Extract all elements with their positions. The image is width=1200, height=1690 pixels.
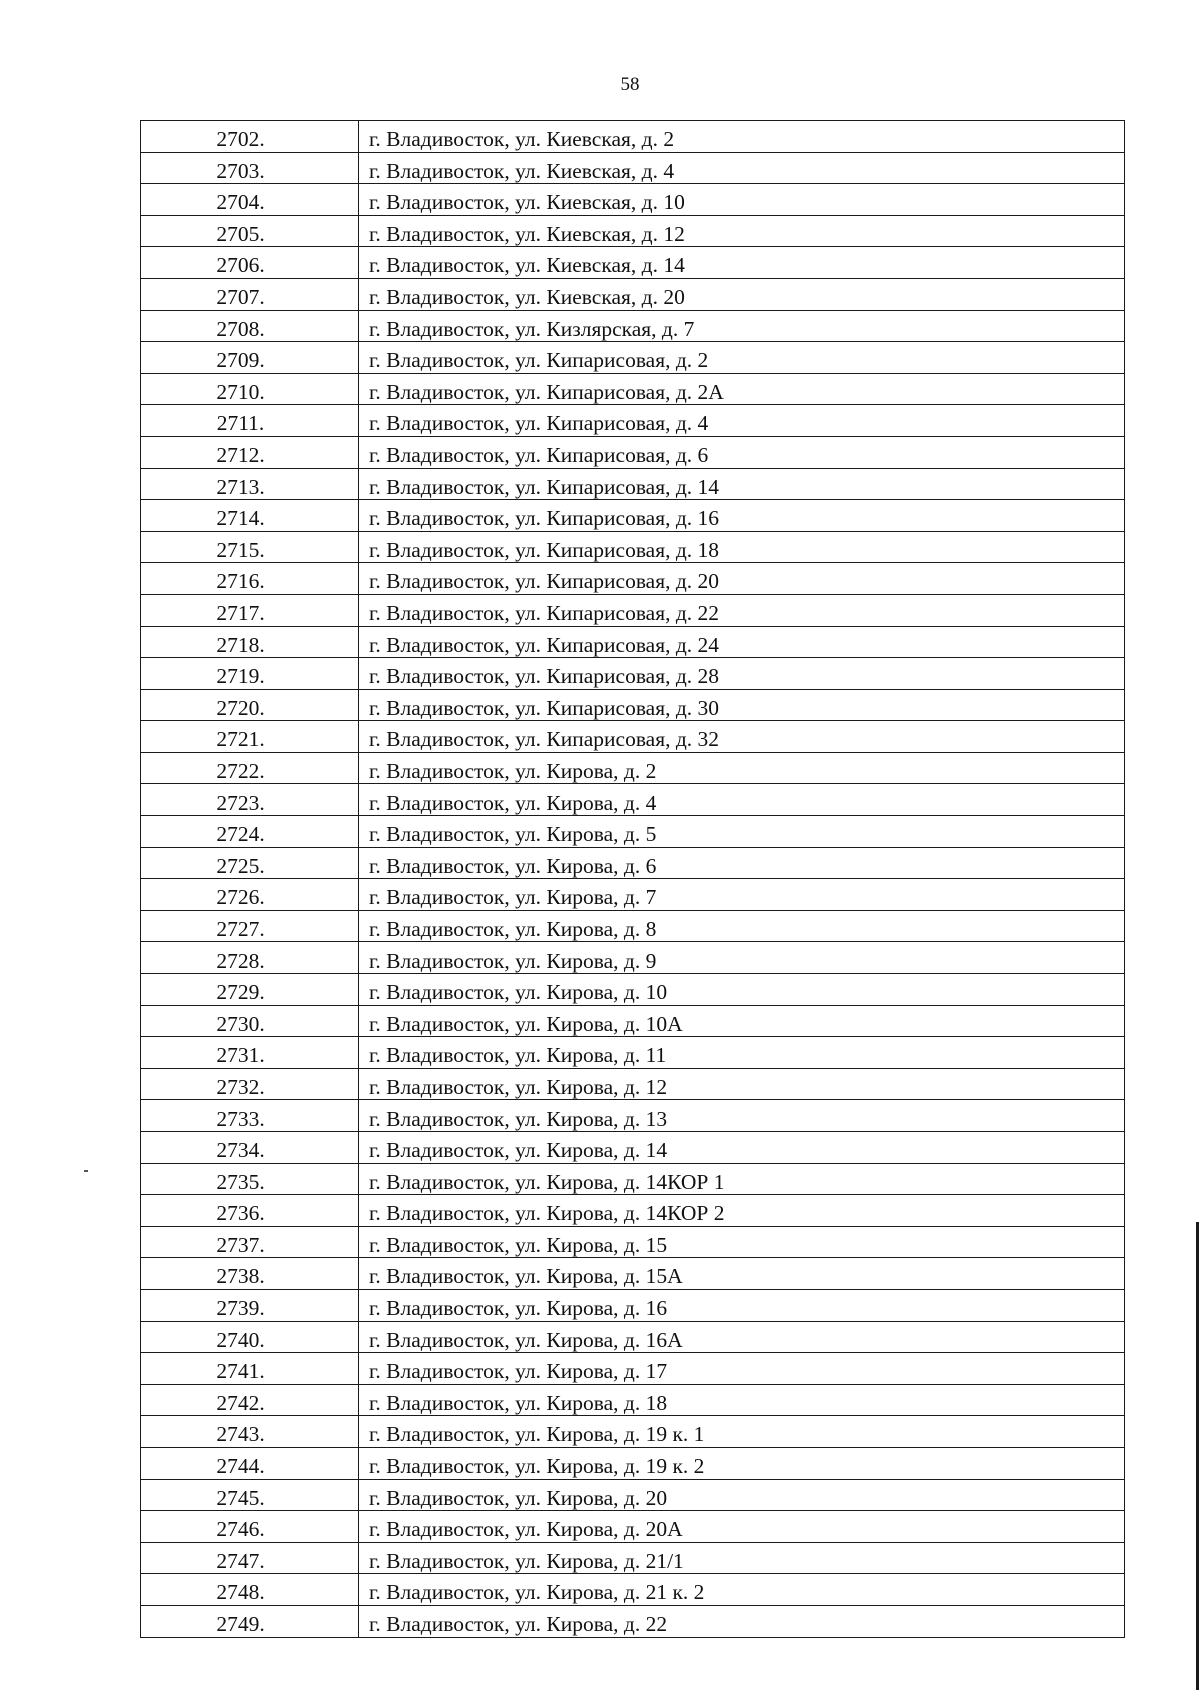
row-number-cell: 2709.: [141, 342, 359, 374]
row-number-cell: 2711.: [141, 405, 359, 437]
row-number-cell: 2743.: [141, 1416, 359, 1448]
table-row: [141, 1511, 1125, 1543]
address-cell: г. Владивосток, ул. Кипарисовая, д. 32: [359, 721, 1125, 753]
address-cell: г. Владивосток, ул. Кирова, д. 10: [359, 974, 1125, 1006]
address-cell: г. Владивосток, ул. Кирова, д. 20: [359, 1479, 1125, 1511]
address-cell: г. Владивосток, ул. Кипарисовая, д. 18: [359, 531, 1125, 563]
row-number-cell: 2722.: [141, 752, 359, 784]
address-cell: г. Владивосток, ул. Киевская, д. 10: [359, 184, 1125, 216]
table-row: [141, 1163, 1125, 1195]
table-row: [141, 974, 1125, 1006]
address-cell: г. Владивосток, ул. Кирова, д. 14КОР 1: [359, 1163, 1125, 1195]
row-number-cell: 2735.: [141, 1163, 359, 1195]
table-row: [141, 1447, 1125, 1479]
row-number-cell: 2732.: [141, 1068, 359, 1100]
row-number-cell: 2704.: [141, 184, 359, 216]
row-number-cell: 2737.: [141, 1226, 359, 1258]
address-cell: г. Владивосток, ул. Кипарисовая, д. 4: [359, 405, 1125, 437]
table-row: [141, 184, 1125, 216]
table-row: [141, 1479, 1125, 1511]
address-cell: г. Владивосток, ул. Кирова, д. 18: [359, 1384, 1125, 1416]
table-row: [141, 278, 1125, 310]
row-number-cell: 2719.: [141, 658, 359, 690]
row-number-cell: 2710.: [141, 373, 359, 405]
row-number-cell: 2712.: [141, 436, 359, 468]
table-row: [141, 215, 1125, 247]
table-row: [141, 1416, 1125, 1448]
table-row: [141, 563, 1125, 595]
address-cell: г. Владивосток, ул. Кирова, д. 8: [359, 910, 1125, 942]
row-number-cell: 2715.: [141, 531, 359, 563]
address-cell: г. Владивосток, ул. Кирова, д. 13: [359, 1100, 1125, 1132]
address-cell: г. Владивосток, ул. Кипарисовая, д. 16: [359, 500, 1125, 532]
address-cell: г. Владивосток, ул. Кизлярская, д. 7: [359, 310, 1125, 342]
table-row: [141, 1289, 1125, 1321]
address-cell: г. Владивосток, ул. Кипарисовая, д. 2: [359, 342, 1125, 374]
row-number-cell: 2733.: [141, 1100, 359, 1132]
table-row: [141, 531, 1125, 563]
address-cell: г. Владивосток, ул. Кипарисовая, д. 2А: [359, 373, 1125, 405]
row-number-cell: 2744.: [141, 1447, 359, 1479]
table-row: [141, 910, 1125, 942]
address-cell: г. Владивосток, ул. Кирова, д. 19 к. 1: [359, 1416, 1125, 1448]
table-row: [141, 752, 1125, 784]
row-number-cell: 2713.: [141, 468, 359, 500]
table-row: [141, 121, 1125, 153]
table-row: [141, 1195, 1125, 1227]
row-number-cell: 2749.: [141, 1605, 359, 1637]
address-cell: г. Владивосток, ул. Киевская, д. 4: [359, 152, 1125, 184]
row-number-cell: 2729.: [141, 974, 359, 1006]
address-cell: г. Владивосток, ул. Кирова, д. 14: [359, 1132, 1125, 1164]
table-row: [141, 405, 1125, 437]
table-row: [141, 310, 1125, 342]
table-row: [141, 594, 1125, 626]
row-number-cell: 2734.: [141, 1132, 359, 1164]
row-number-cell: 2738.: [141, 1258, 359, 1290]
address-cell: г. Владивосток, ул. Кирова, д. 5: [359, 816, 1125, 848]
row-number-cell: 2717.: [141, 594, 359, 626]
table-row: [141, 468, 1125, 500]
address-cell: г. Владивосток, ул. Кирова, д. 15: [359, 1226, 1125, 1258]
row-number-cell: 2705.: [141, 215, 359, 247]
page-number: 58: [620, 74, 640, 95]
row-number-cell: 2716.: [141, 563, 359, 595]
table-row: [141, 1037, 1125, 1069]
table-row: [141, 847, 1125, 879]
table-row: [141, 816, 1125, 848]
row-number-cell: 2742.: [141, 1384, 359, 1416]
row-number-cell: 2747.: [141, 1542, 359, 1574]
address-cell: г. Владивосток, ул. Кирова, д. 11: [359, 1037, 1125, 1069]
table-row: [141, 1005, 1125, 1037]
table-row: [141, 1100, 1125, 1132]
address-cell: г. Владивосток, ул. Кирова, д. 12: [359, 1068, 1125, 1100]
row-number-cell: 2708.: [141, 310, 359, 342]
row-number-cell: 2720.: [141, 689, 359, 721]
address-cell: г. Владивосток, ул. Кирова, д. 19 к. 2: [359, 1447, 1125, 1479]
address-table: [140, 120, 1125, 1638]
address-cell: г. Владивосток, ул. Кирова, д. 17: [359, 1353, 1125, 1385]
address-cell: г. Владивосток, ул. Кирова, д. 9: [359, 942, 1125, 974]
address-cell: г. Владивосток, ул. Киевская, д. 14: [359, 247, 1125, 279]
row-number-cell: 2702.: [141, 121, 359, 153]
row-number-cell: 2740.: [141, 1321, 359, 1353]
row-number-cell: 2723.: [141, 784, 359, 816]
table-row: [141, 1542, 1125, 1574]
row-number-cell: 2748.: [141, 1574, 359, 1606]
table-row: [141, 436, 1125, 468]
row-number-cell: 2718.: [141, 626, 359, 658]
row-number-cell: 2727.: [141, 910, 359, 942]
row-number-cell: 2721.: [141, 721, 359, 753]
address-cell: г. Владивосток, ул. Кирова, д. 21/1: [359, 1542, 1125, 1574]
row-number-cell: 2730.: [141, 1005, 359, 1037]
table-row: [141, 942, 1125, 974]
scan-artifact: [84, 1170, 88, 1172]
row-number-cell: 2724.: [141, 816, 359, 848]
row-number-cell: 2739.: [141, 1289, 359, 1321]
row-number-cell: 2736.: [141, 1195, 359, 1227]
table-row: [141, 721, 1125, 753]
address-cell: г. Владивосток, ул. Кипарисовая, д. 22: [359, 594, 1125, 626]
row-number-cell: 2746.: [141, 1511, 359, 1543]
address-cell: г. Владивосток, ул. Кирова, д. 15А: [359, 1258, 1125, 1290]
address-cell: г. Владивосток, ул. Кирова, д. 10А: [359, 1005, 1125, 1037]
table-row: [141, 1226, 1125, 1258]
table-row: [141, 1068, 1125, 1100]
table-row: [141, 342, 1125, 374]
table-row: [141, 784, 1125, 816]
address-cell: г. Владивосток, ул. Кипарисовая, д. 14: [359, 468, 1125, 500]
row-number-cell: 2731.: [141, 1037, 359, 1069]
table-row: [141, 1605, 1125, 1637]
table-row: [141, 626, 1125, 658]
address-cell: г. Владивосток, ул. Кирова, д. 14КОР 2: [359, 1195, 1125, 1227]
row-number-cell: 2714.: [141, 500, 359, 532]
table-row: [141, 1384, 1125, 1416]
address-cell: г. Владивосток, ул. Кирова, д. 2: [359, 752, 1125, 784]
row-number-cell: 2741.: [141, 1353, 359, 1385]
table-row: [141, 373, 1125, 405]
address-cell: г. Владивосток, ул. Кирова, д. 16А: [359, 1321, 1125, 1353]
row-number-cell: 2706.: [141, 247, 359, 279]
address-cell: г. Владивосток, ул. Кирова, д. 7: [359, 879, 1125, 911]
table-row: [141, 689, 1125, 721]
address-cell: г. Владивосток, ул. Кирова, д. 6: [359, 847, 1125, 879]
address-cell: г. Владивосток, ул. Кирова, д. 20А: [359, 1511, 1125, 1543]
table-row: [141, 1574, 1125, 1606]
address-cell: г. Владивосток, ул. Кипарисовая, д. 28: [359, 658, 1125, 690]
address-cell: г. Владивосток, ул. Кирова, д. 22: [359, 1605, 1125, 1637]
row-number-cell: 2726.: [141, 879, 359, 911]
table-row: [141, 1258, 1125, 1290]
table-row: [141, 1321, 1125, 1353]
address-cell: г. Владивосток, ул. Киевская, д. 12: [359, 215, 1125, 247]
row-number-cell: 2725.: [141, 847, 359, 879]
address-cell: г. Владивосток, ул. Киевская, д. 2: [359, 121, 1125, 153]
table-row: [141, 152, 1125, 184]
scan-edge-line: [1196, 1222, 1199, 1690]
address-cell: г. Владивосток, ул. Киевская, д. 20: [359, 278, 1125, 310]
table-row: [141, 500, 1125, 532]
row-number-cell: 2703.: [141, 152, 359, 184]
address-table-body: [141, 121, 1125, 1638]
address-cell: г. Владивосток, ул. Кирова, д. 16: [359, 1289, 1125, 1321]
table-row: [141, 247, 1125, 279]
table-row: [141, 658, 1125, 690]
address-cell: г. Владивосток, ул. Кипарисовая, д. 24: [359, 626, 1125, 658]
row-number-cell: 2728.: [141, 942, 359, 974]
address-cell: г. Владивосток, ул. Кипарисовая, д. 30: [359, 689, 1125, 721]
address-cell: г. Владивосток, ул. Кирова, д. 21 к. 2: [359, 1574, 1125, 1606]
table-row: [141, 879, 1125, 911]
table-row: [141, 1132, 1125, 1164]
table-row: [141, 1353, 1125, 1385]
address-cell: г. Владивосток, ул. Кирова, д. 4: [359, 784, 1125, 816]
address-cell: г. Владивосток, ул. Кипарисовая, д. 6: [359, 436, 1125, 468]
row-number-cell: 2707.: [141, 278, 359, 310]
address-cell: г. Владивосток, ул. Кипарисовая, д. 20: [359, 563, 1125, 595]
row-number-cell: 2745.: [141, 1479, 359, 1511]
